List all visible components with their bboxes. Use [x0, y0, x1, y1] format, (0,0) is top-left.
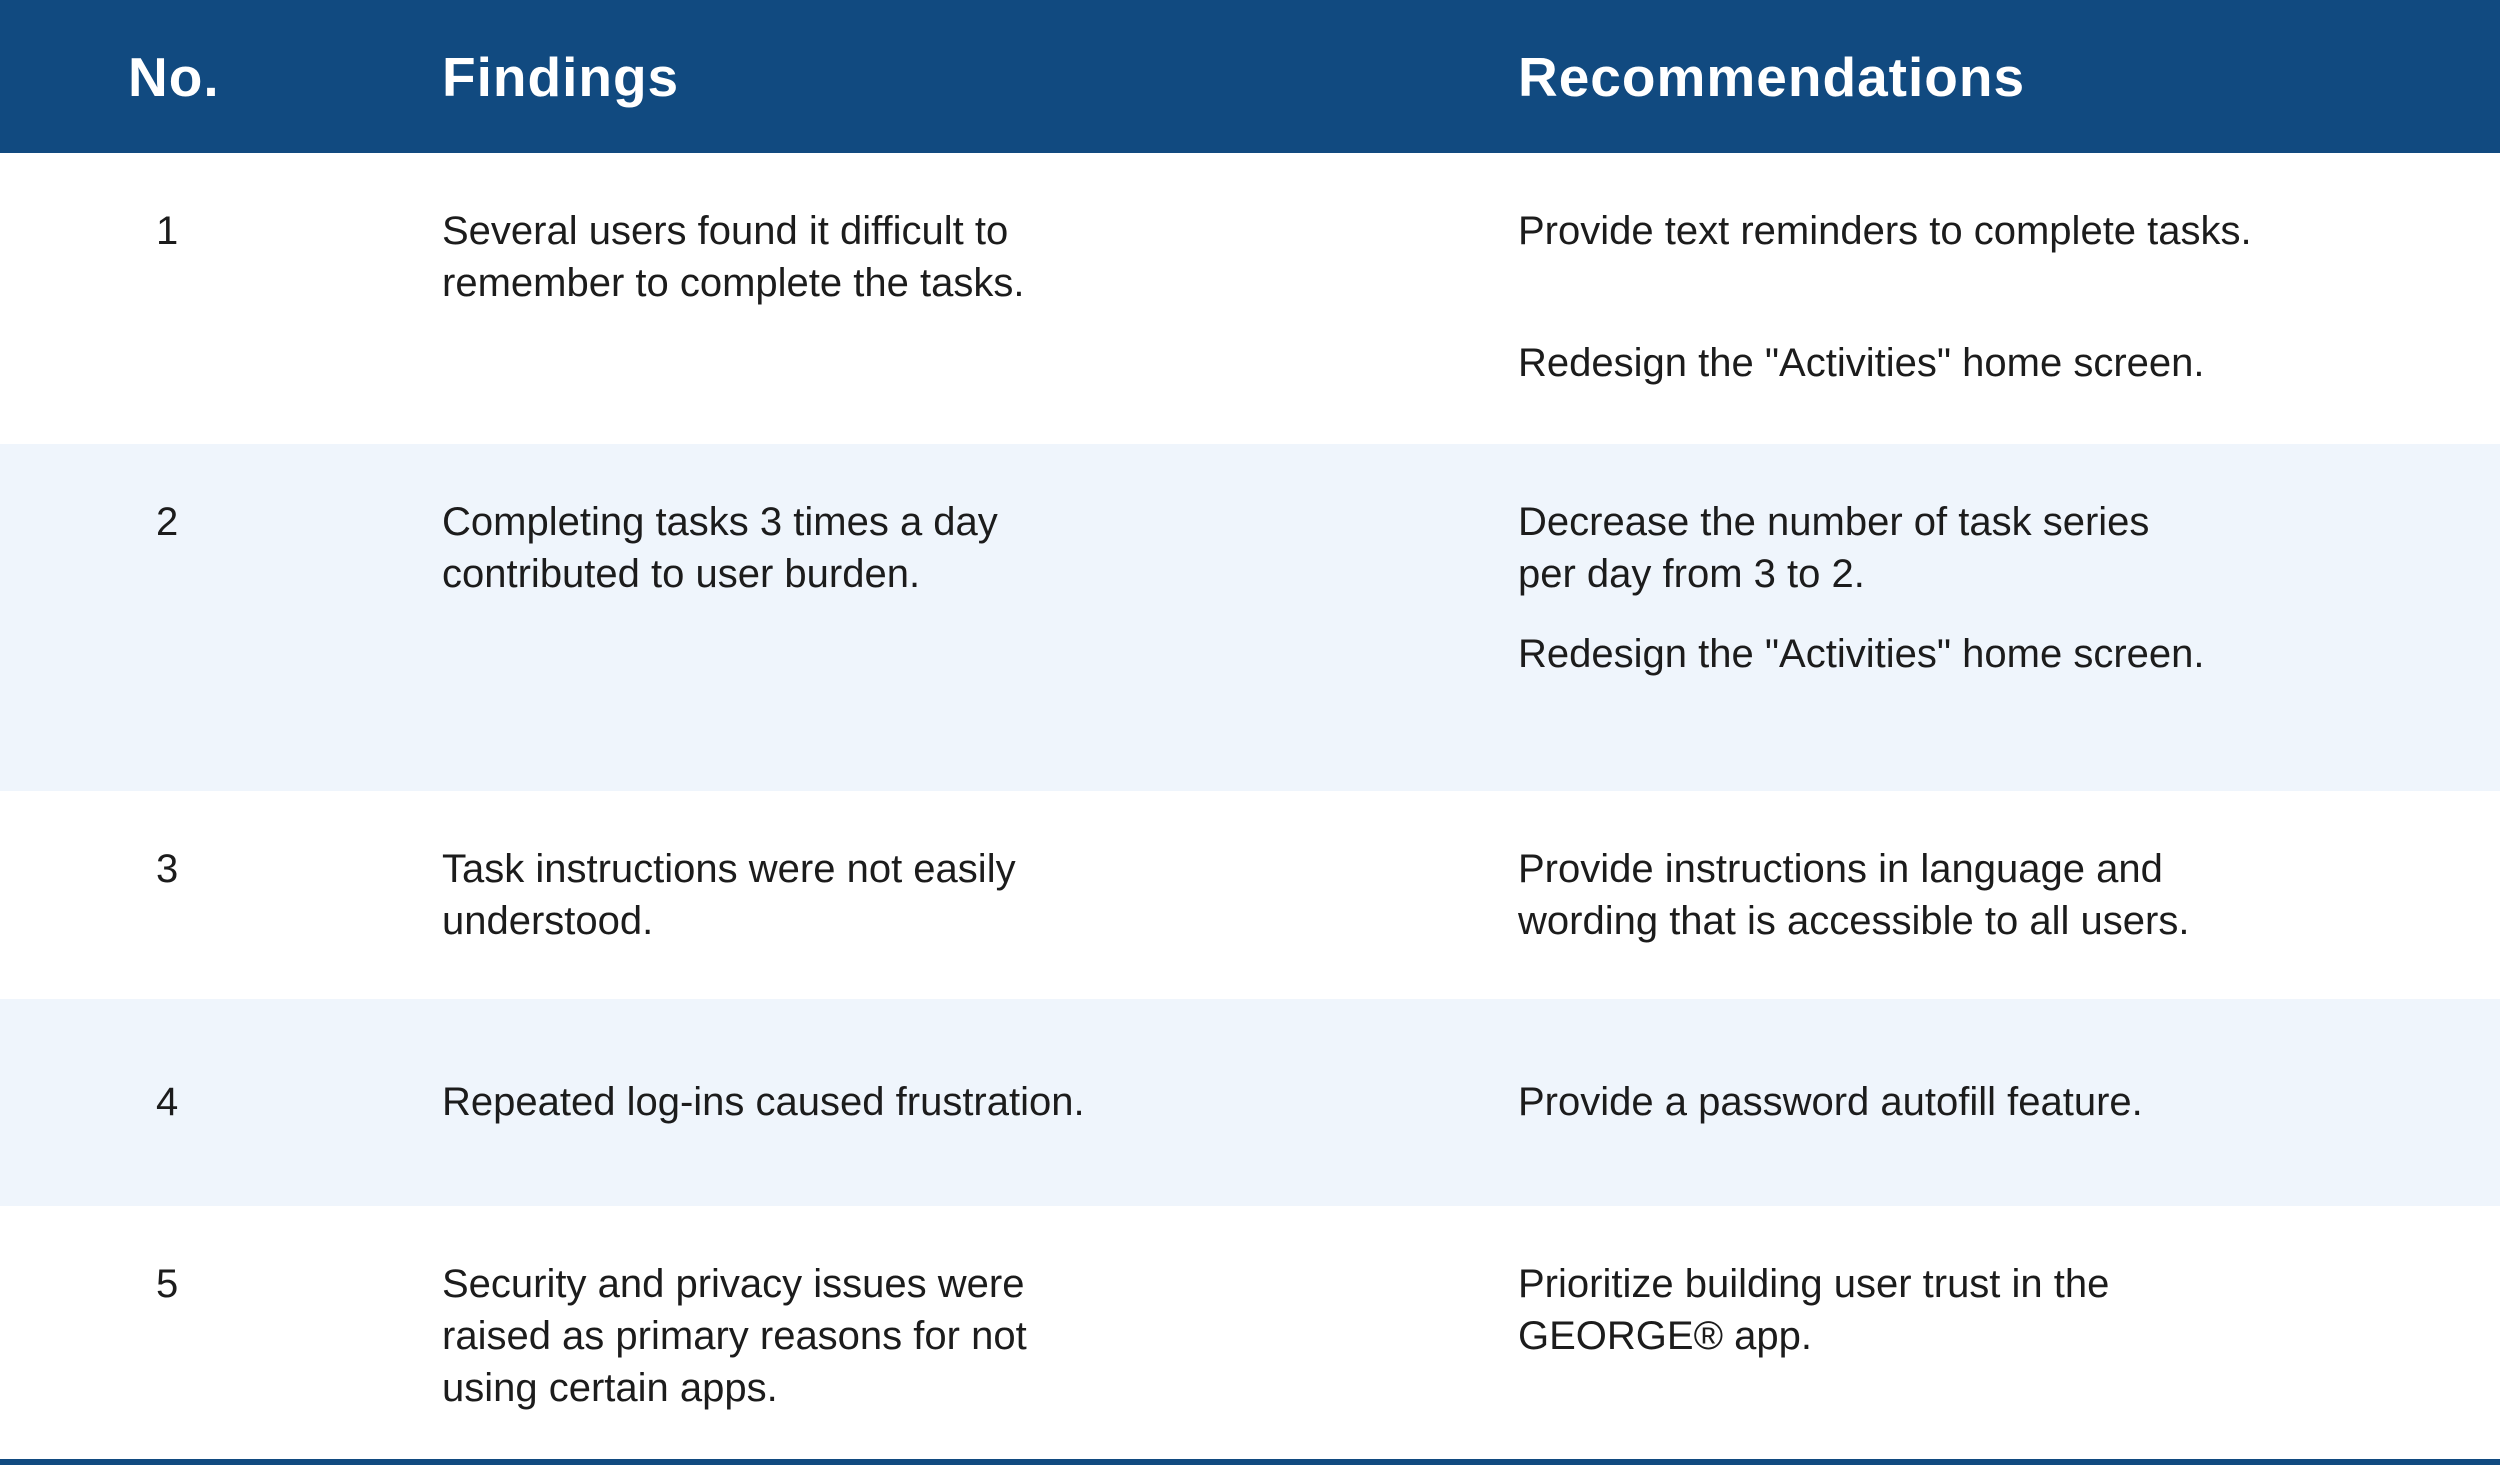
finding-text: [442, 205, 1024, 309]
table-row: [0, 791, 2500, 999]
recommendation-line: Provide text reminders to complete tasks.: [1518, 209, 2252, 253]
recommendation-item: [1518, 843, 2189, 947]
table-row: [0, 1206, 2500, 1459]
table-row: [0, 999, 2500, 1206]
finding-line: Security and privacy issues were: [442, 1262, 1025, 1306]
recommendation-item: [1518, 496, 2205, 600]
recommendation-line: Provide a password autofill feature.: [1518, 1080, 2143, 1124]
header-findings: Findings: [442, 46, 680, 108]
table-row: [0, 444, 2500, 791]
table-bottom-border: [0, 1459, 2500, 1465]
header-no: No.: [128, 46, 220, 108]
finding-line: Task instructions were not easily: [442, 847, 1016, 891]
recommendation-line: wording that is accessible to all users.: [1518, 899, 2190, 943]
row-number: 3: [156, 847, 179, 891]
recommendation-text: [1518, 1076, 2143, 1128]
recommendation-line: Redesign the "Activities" home screen.: [1518, 341, 2205, 385]
recommendation-item: [1518, 1076, 2143, 1128]
recommendation-text: [1518, 1258, 2109, 1362]
finding-line: Completing tasks 3 times a day: [442, 500, 998, 544]
finding-text: [442, 1258, 1027, 1414]
recommendation-item: [1518, 628, 2205, 680]
recommendation-line: GEORGE® app.: [1518, 1314, 1813, 1358]
finding-text: [442, 496, 998, 600]
recommendation-item: [1518, 337, 2252, 389]
table-header: [0, 0, 2500, 153]
finding-text: [442, 843, 1016, 947]
finding-line: Several users found it difficult to: [442, 209, 1009, 253]
recommendation-text: [1518, 496, 2205, 680]
table-row: [0, 153, 2500, 444]
recommendation-item: [1518, 1258, 2109, 1362]
finding-line: understood.: [442, 899, 654, 943]
recommendation-line: Redesign the "Activities" home screen.: [1518, 632, 2205, 676]
finding-line: remember to complete the tasks.: [442, 261, 1025, 305]
row-number: 1: [156, 209, 179, 253]
finding-text: [442, 1076, 1085, 1128]
recommendation-text: [1518, 843, 2189, 947]
recommendation-text: [1518, 205, 2252, 389]
row-number: 5: [156, 1262, 179, 1306]
recommendation-line: per day from 3 to 2.: [1518, 552, 1865, 596]
header-recommendations: Recommendations: [1518, 46, 2026, 108]
finding-line: raised as primary reasons for not: [442, 1314, 1027, 1358]
finding-line: contributed to user burden.: [442, 552, 921, 596]
row-number: 4: [156, 1080, 179, 1124]
recommendation-item: [1518, 205, 2252, 257]
finding-line: using certain apps.: [442, 1366, 778, 1410]
recommendation-line: Provide instructions in language and: [1518, 847, 2163, 891]
finding-line: Repeated log-ins caused frustration.: [442, 1080, 1085, 1124]
recommendation-line: Decrease the number of task series: [1518, 500, 2150, 544]
recommendation-line: Prioritize building user trust in the: [1518, 1262, 2110, 1306]
row-number: 2: [156, 500, 179, 544]
